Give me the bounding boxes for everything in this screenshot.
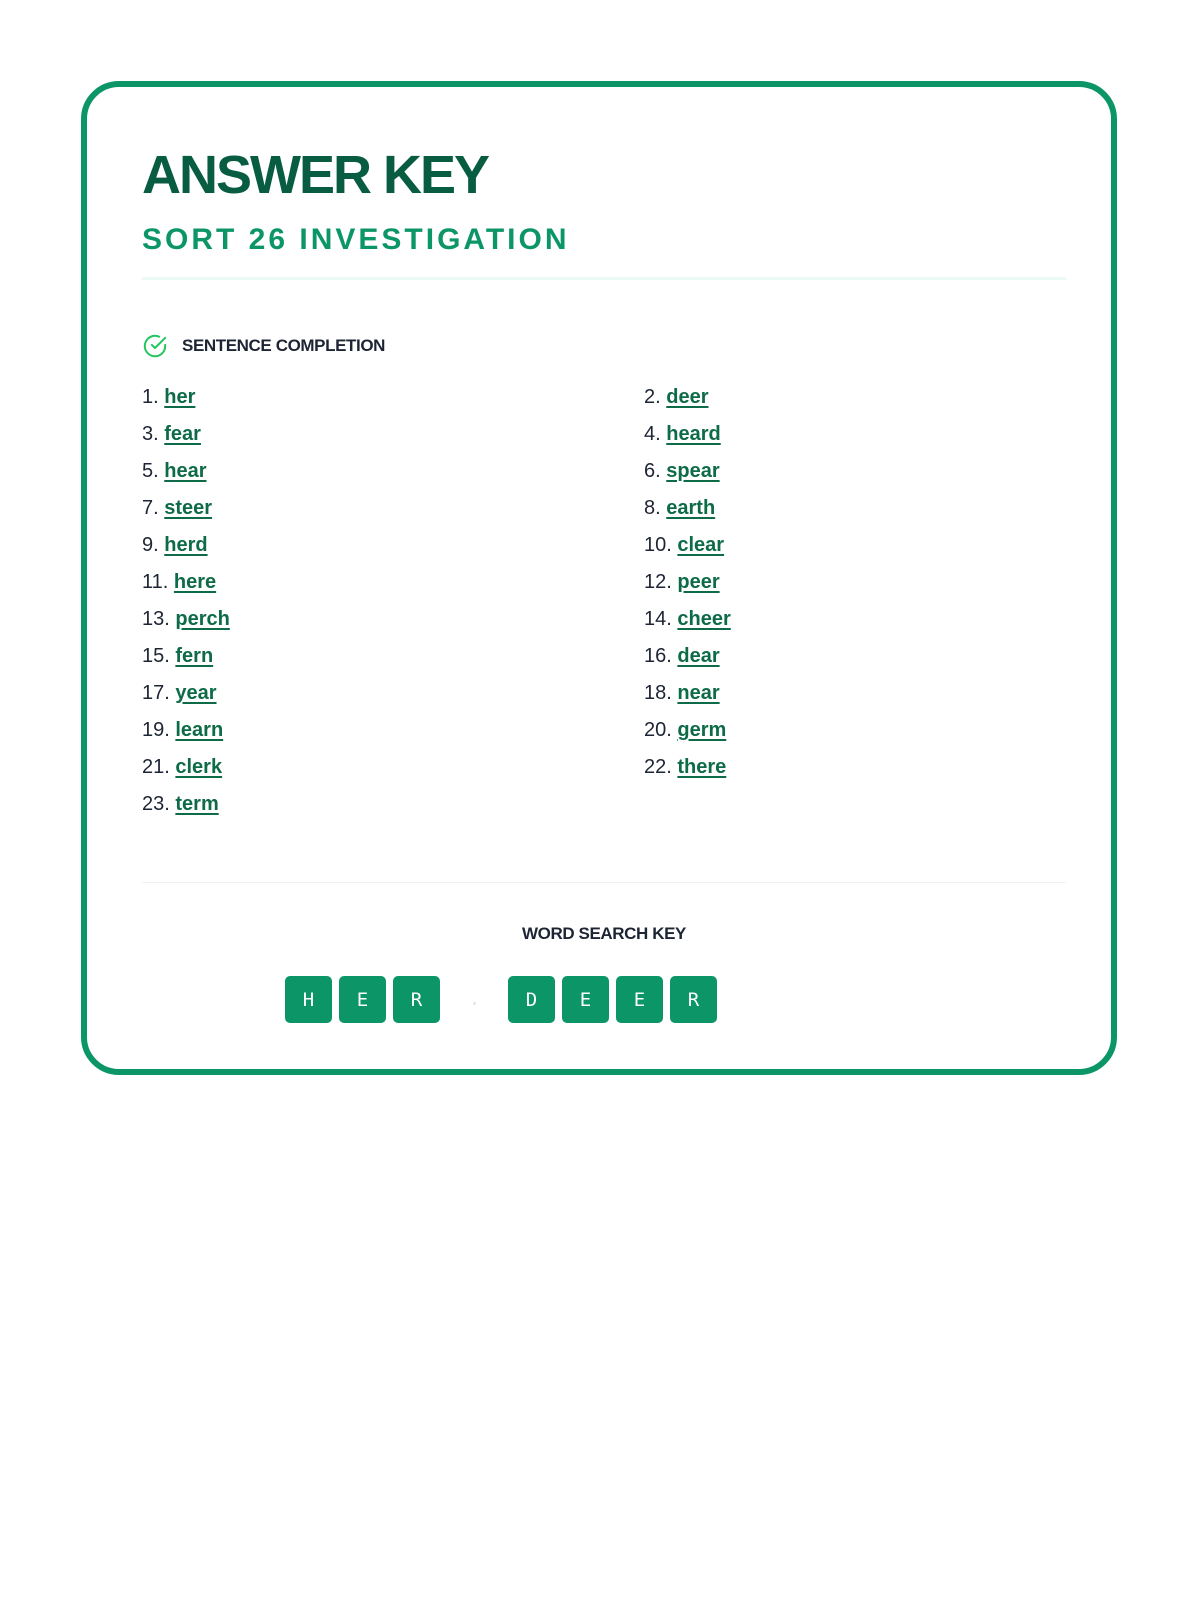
answer-item: [142, 749, 644, 786]
answer-item: [644, 564, 1144, 601]
answer-word-link[interactable]: there: [677, 756, 727, 778]
answer-word-link[interactable]: perch: [175, 608, 230, 630]
answer-number: 7.: [142, 497, 159, 519]
answer-word-link[interactable]: here: [173, 571, 217, 593]
answer-item: [644, 527, 1144, 564]
answer-word-link[interactable]: cheer: [677, 608, 731, 630]
page-subtitle: SORT 26 INVESTIGATION: [142, 223, 570, 256]
word-separator: [447, 976, 501, 1023]
answer-number: 19.: [142, 719, 170, 741]
section-divider: [142, 882, 1066, 883]
answer-number: 9.: [142, 534, 159, 556]
answer-number: 12.: [644, 571, 672, 593]
letter-tile: R: [670, 976, 717, 1023]
answer-word-link[interactable]: year: [175, 682, 217, 704]
answer-item: [142, 786, 644, 823]
answer-word-link[interactable]: learn: [175, 719, 224, 741]
answer-number: 18.: [644, 682, 672, 704]
answer-word-link[interactable]: dear: [677, 645, 720, 667]
answer-number: 21.: [142, 756, 170, 778]
answer-number: 6.: [644, 460, 661, 482]
answer-item: [644, 490, 1144, 527]
word-search-title: WORD SEARCH KEY: [521, 924, 686, 943]
answer-number: 5.: [142, 460, 159, 482]
answer-word-link[interactable]: heard: [666, 423, 721, 445]
answer-item: [644, 638, 1144, 675]
answer-number: 11.: [142, 571, 169, 593]
answer-word-link[interactable]: earth: [666, 497, 716, 519]
answer-word-link[interactable]: steer: [164, 497, 213, 519]
letter-tile: R: [393, 976, 440, 1023]
answer-item: [142, 379, 644, 416]
answer-item: [142, 712, 644, 749]
answer-number: 13.: [142, 608, 170, 630]
header-divider: [142, 277, 1066, 280]
answer-number: 1.: [142, 386, 159, 408]
word-search-tiles: [285, 976, 724, 1023]
answer-item: [142, 527, 644, 564]
answer-number: 10.: [644, 534, 672, 556]
letter-tile: E: [562, 976, 609, 1023]
letter-tile: D: [508, 976, 555, 1023]
answer-word-link[interactable]: clear: [677, 534, 725, 556]
answer-number: 22.: [644, 756, 672, 778]
check-circle-icon: [142, 333, 168, 359]
answer-item: [644, 453, 1144, 490]
answer-word-link[interactable]: spear: [666, 460, 720, 482]
letter-tile: E: [339, 976, 386, 1023]
answer-word-link[interactable]: deer: [666, 386, 709, 408]
letter-tile: H: [285, 976, 332, 1023]
answer-item: [644, 601, 1144, 638]
answer-number: 15.: [142, 645, 170, 667]
answer-number: 23.: [142, 793, 170, 815]
answer-number: 16.: [644, 645, 672, 667]
answer-word-link[interactable]: hear: [164, 460, 207, 482]
answer-item: [142, 675, 644, 712]
answer-word-link[interactable]: germ: [677, 719, 727, 741]
sentence-completion-header: [142, 333, 385, 359]
answer-word-link[interactable]: fern: [175, 645, 214, 667]
answer-item: [644, 416, 1144, 453]
answer-number: 20.: [644, 719, 672, 741]
answer-word-link[interactable]: clerk: [175, 756, 223, 778]
answer-number: 8.: [644, 497, 661, 519]
answer-item: [142, 490, 644, 527]
answer-item: [644, 712, 1144, 749]
answer-word-link[interactable]: herd: [164, 534, 208, 556]
answer-item: [142, 416, 644, 453]
answer-word-link[interactable]: peer: [677, 571, 720, 593]
answer-item: [142, 638, 644, 675]
answer-word-link[interactable]: her: [164, 386, 196, 408]
answer-word-link[interactable]: term: [175, 793, 219, 815]
answer-item: [142, 453, 644, 490]
letter-tile: E: [616, 976, 663, 1023]
answer-key-card: [81, 81, 1117, 1075]
answer-list: [142, 379, 1144, 823]
answer-number: 4.: [644, 423, 661, 445]
answer-number: 2.: [644, 386, 661, 408]
answer-number: 17.: [142, 682, 170, 704]
answer-item: [644, 749, 1144, 786]
answer-word-link[interactable]: near: [677, 682, 720, 704]
answer-item: [142, 564, 644, 601]
answer-item: [142, 601, 644, 638]
answer-word-link[interactable]: fear: [164, 423, 201, 445]
answer-number: 3.: [142, 423, 159, 445]
section-title: SENTENCE COMPLETION: [182, 336, 386, 355]
answer-item: [644, 379, 1144, 416]
page-title: ANSWER KEY: [142, 145, 489, 205]
answer-item: [644, 675, 1144, 712]
answer-number: 14.: [644, 608, 672, 630]
